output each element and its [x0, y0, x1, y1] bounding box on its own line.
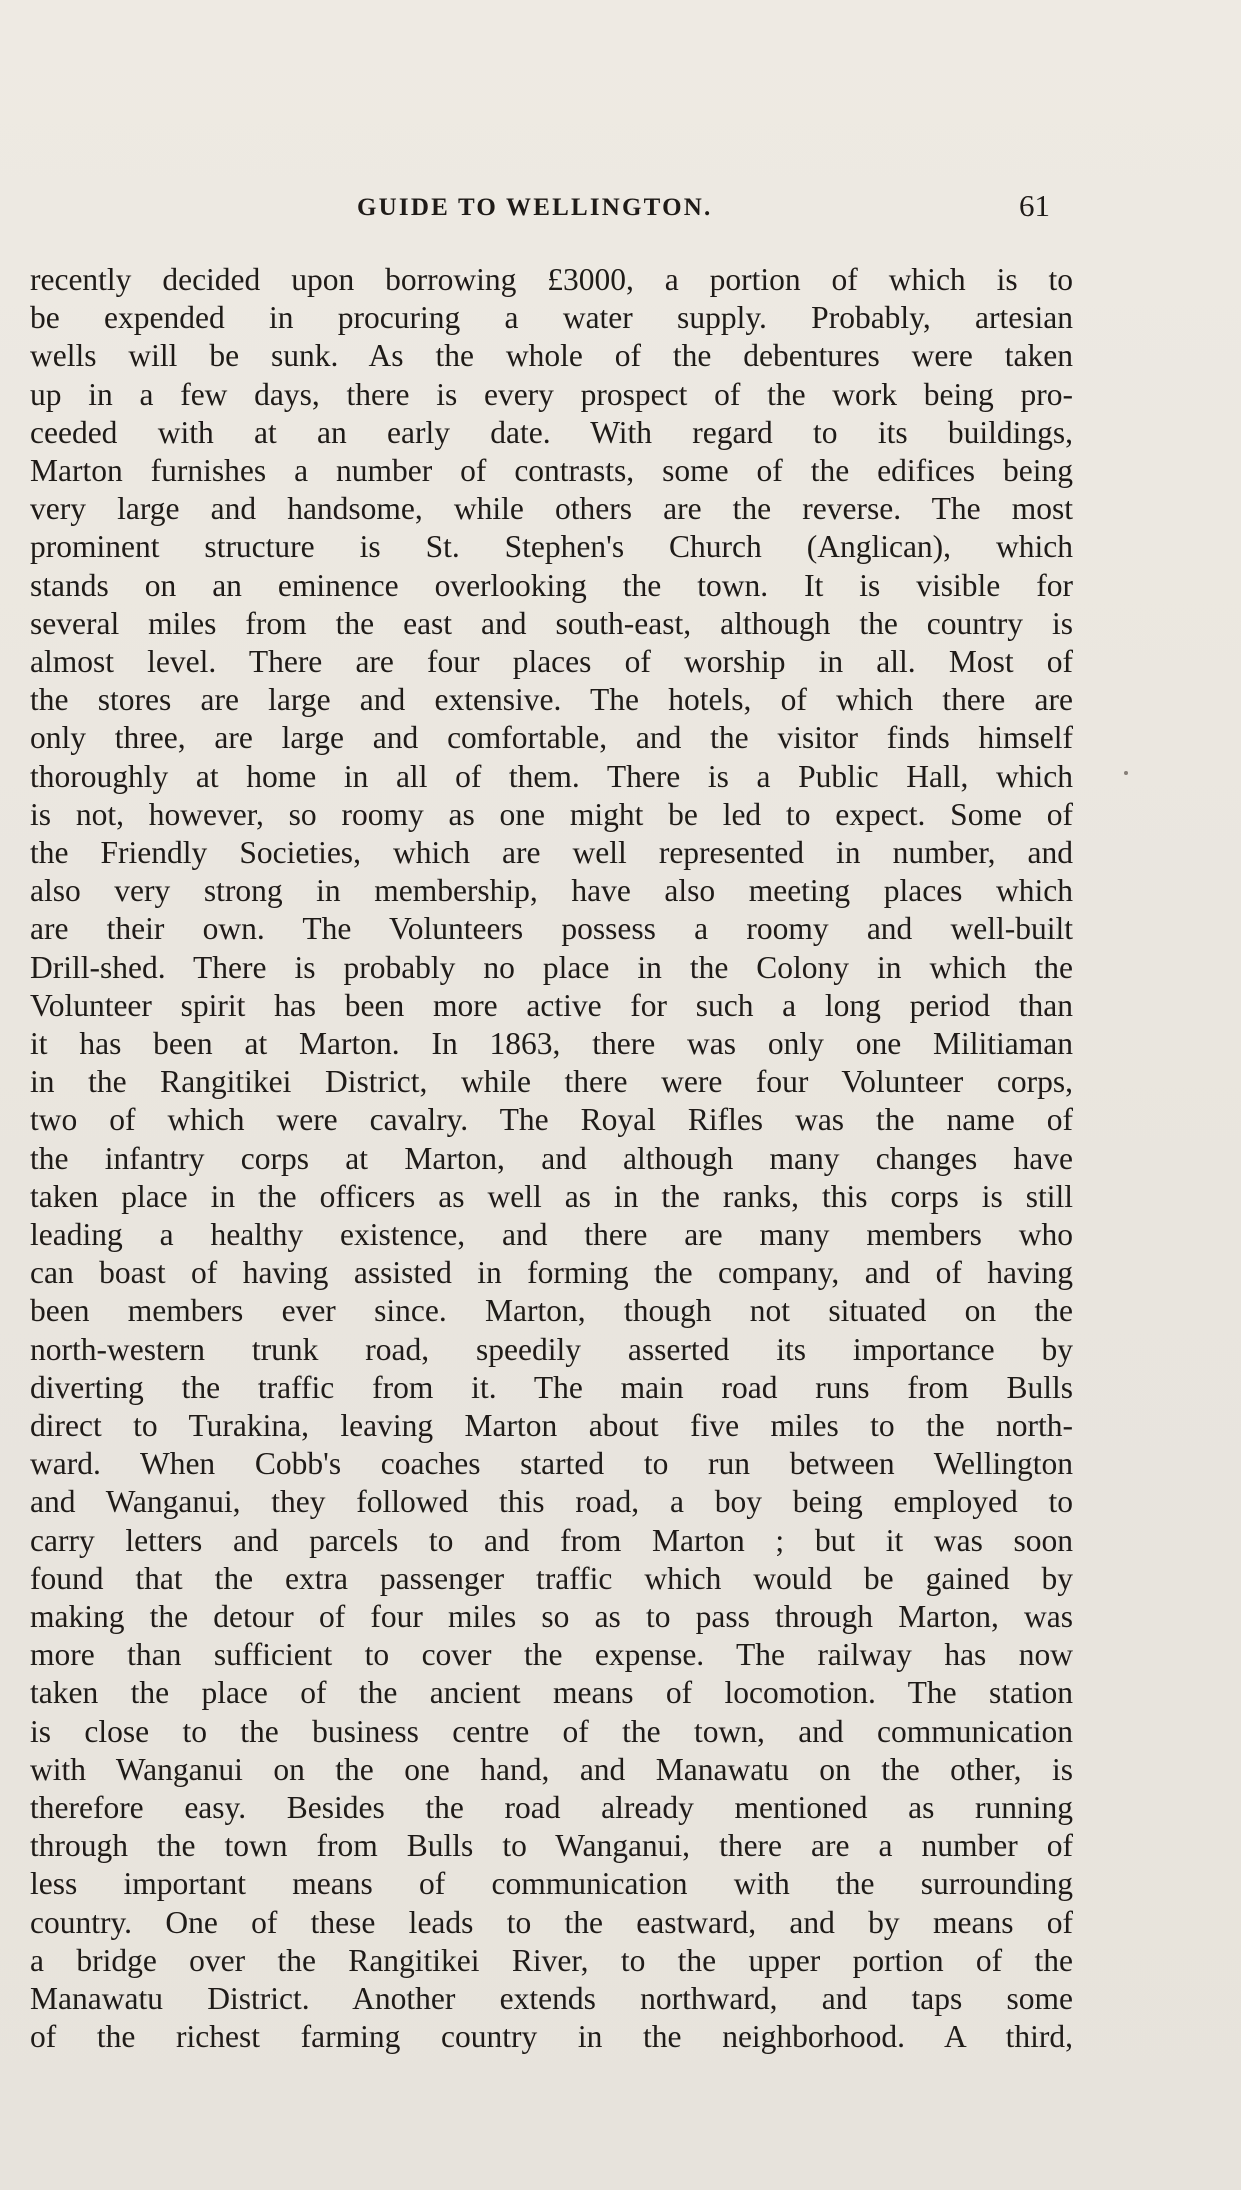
- text-line: of the richest farming country in the neighborhood. A third,: [30, 2019, 1073, 2055]
- text-line: prominent structure is St. Stephen's Church (Anglican), which: [30, 529, 1073, 565]
- text-line: direct to Turakina, leaving Marton about five miles to the north-: [30, 1408, 1073, 1443]
- text-line: less important means of communication with the surrounding: [30, 1866, 1073, 1902]
- text-line: is close to the business centre of the town, and communication: [30, 1713, 1073, 1749]
- text-line: through the town from Bulls to Wanganui, there are a number of: [30, 1828, 1073, 1864]
- text-line: Volunteer spirit has been more active for such a long period than: [30, 987, 1073, 1023]
- text-line: only three, are large and comfortable, and the visitor finds himself: [30, 720, 1073, 756]
- running-header: [0, 188, 1241, 228]
- text-line: ward. When Cobb's coaches started to run between Wellington: [30, 1446, 1073, 1482]
- page-number: 61: [1019, 188, 1050, 223]
- text-line: stands on an eminence overlooking the town. It is visible for: [30, 567, 1073, 603]
- text-line: Marton furnishes a number of contrasts, some of the edifices being: [30, 453, 1073, 488]
- text-line: is not, however, so roomy as one might be led to expect. Some of: [30, 796, 1073, 832]
- text-line: ceeded with at an early date. With regard to its buildings,: [30, 414, 1073, 450]
- text-line: therefore easy. Besides the road already mentioned as running: [30, 1790, 1073, 1825]
- text-line: diverting the traffic from it. The main road runs from Bulls: [30, 1369, 1073, 1405]
- text-line: two of which were cavalry. The Royal Rifles was the name of: [30, 1102, 1073, 1138]
- text-line: carry letters and parcels to and from Marton ; but it was soon: [30, 1522, 1073, 1558]
- text-line: can boast of having assisted in forming the company, and of having: [30, 1255, 1073, 1291]
- text-line: the stores are large and extensive. The hotels, of which there are: [30, 682, 1073, 718]
- text-line: country. One of these leads to the eastward, and by means of: [30, 1904, 1073, 1940]
- text-line: very large and handsome, while others are the reverse. The most: [30, 491, 1073, 527]
- text-line: the infantry corps at Marton, and although many changes have: [30, 1140, 1073, 1176]
- text-line: in the Rangitikei District, while there were four Volunteer corps,: [30, 1064, 1073, 1100]
- text-line: the Friendly Societies, which are well represented in number, and: [30, 835, 1073, 870]
- text-line: also very strong in membership, have also meeting places which: [30, 873, 1073, 909]
- text-line: leading a healthy existence, and there are many members who: [30, 1217, 1073, 1252]
- text-line: making the detour of four miles so as to pass through Marton, was: [30, 1599, 1073, 1634]
- text-line: Drill-shed. There is probably no place in the Colony in which the: [30, 949, 1073, 985]
- text-line: a bridge over the Rangitikei River, to the upper portion of the: [30, 1942, 1073, 1978]
- text-line: found that the extra passenger traffic which would be gained by: [30, 1560, 1073, 1596]
- text-line: more than sufficient to cover the expense. The railway has now: [30, 1637, 1073, 1673]
- text-line: taken place in the officers as well as in the ranks, this corps is still: [30, 1178, 1073, 1214]
- text-line: are their own. The Volunteers possess a roomy and well-built: [30, 911, 1073, 947]
- text-line: be expended in procuring a water supply. Probably, artesian: [30, 300, 1073, 336]
- text-line: been members ever since. Marton, though not situated on the: [30, 1293, 1073, 1329]
- text-line: thoroughly at home in all of them. There is a Public Hall, which: [30, 758, 1073, 794]
- text-line: several miles from the east and south-east, although the country is: [30, 605, 1073, 641]
- text-line: north-western trunk road, speedily asserted its importance by: [30, 1331, 1073, 1367]
- text-line: and Wanganui, they followed this road, a boy being employed to: [30, 1484, 1073, 1520]
- paper-speck: [1124, 771, 1128, 775]
- text-line: recently decided upon borrowing £3000, a portion of which is to: [30, 262, 1073, 297]
- text-line: Manawatu District. Another extends northward, and taps some: [30, 1981, 1073, 2016]
- text-line: it has been at Marton. In 1863, there was only one Militiaman: [30, 1026, 1073, 1061]
- running-title: GUIDE TO WELLINGTON.: [357, 194, 713, 221]
- text-line: almost level. There are four places of worship in all. Most of: [30, 644, 1073, 679]
- text-line: wells will be sunk. As the whole of the debentures were taken: [30, 338, 1073, 374]
- text-line: up in a few days, there is every prospect of the work being pro-: [30, 376, 1073, 412]
- text-line: with Wanganui on the one hand, and Manawatu on the other, is: [30, 1751, 1073, 1787]
- text-line: taken the place of the ancient means of locomotion. The station: [30, 1675, 1073, 1711]
